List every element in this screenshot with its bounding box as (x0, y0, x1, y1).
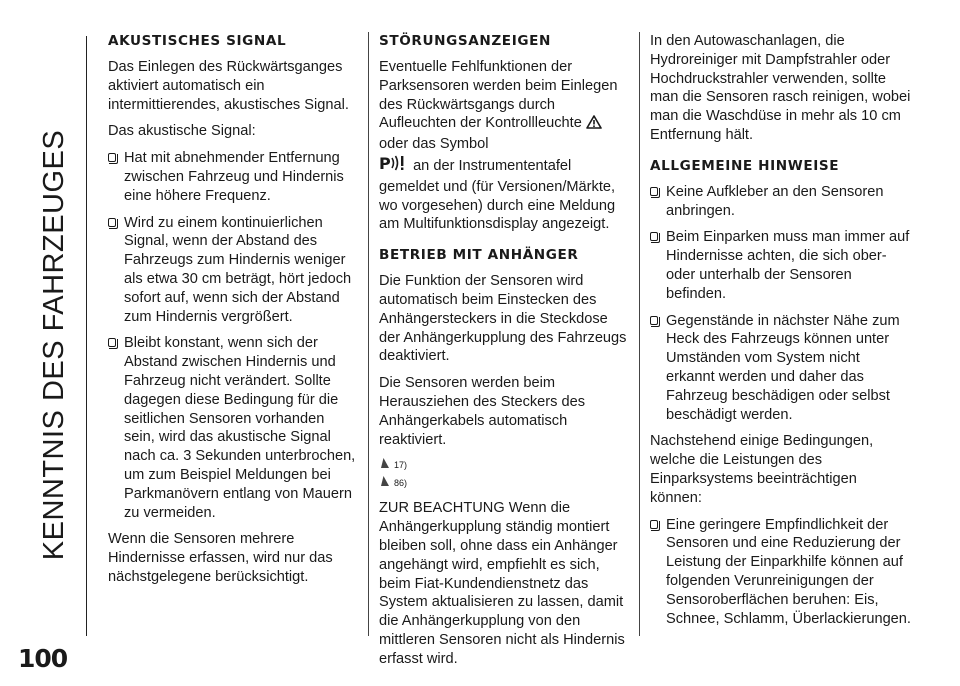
paragraph-note: ZUR BEACHTUNG Wenn die Anhängerkupplung ständig montiert bleiben soll, ohne dass ein Anhänger angehängt wird, empfiehlt es sich, beim Fiat-Kundendienstnetz das System aktualisieren zu lassen, damit die Anhängerkupplung von den mittleren Sensoren nicht als Hindernis erfasst wird. (379, 500, 625, 667)
column-1 (108, 32, 356, 595)
reference-item: 86) (379, 475, 631, 491)
page-number: 100 (18, 644, 68, 673)
paragraph-fault-indicators: Eventuelle Fehlfunktionen der Parksensoren werden beim Einlegen des Rückwärtsgangs durch Aufleuchten der Kontrollleuchte oder das Symbol P an der Instrumententafel gemeldet und (für Versionen/Märkte, wo vorgesehen) durch eine Meldung am Multifunktionsdisplay angezeigt. (379, 59, 618, 233)
reference-arrow-icon (379, 475, 391, 491)
list-item: Hat mit abnehmender Entfernung zwischen Fahrzeug und Hindernis eine höhere Frequenz. (108, 149, 356, 205)
heading-allgemeine-hinweise: ALLGEMEINE HINWEISE (650, 157, 840, 174)
paragraph: In den Autowaschanlagen, die Hydroreiniger mit Dampfstrahler oder Hochdruckstrahler verwenden, sollte man die Sensoren rasch reinigen, wobei man die Waschdüse in mehr als 10 cm Entfernung hält. (650, 33, 911, 143)
list-item: Keine Aufkleber an den Sensoren anbringen. (650, 183, 912, 221)
column-divider (368, 32, 369, 636)
list-item: Eine geringere Empfindlichkeit der Sensoren und eine Reduzierung der Leistung der Einparkhilfe können auf folgenden Verunreinigungen der Sensoroberflächen beruhen: Eis, Schnee, Schlamm, Überlackierungen. (650, 516, 912, 629)
heading-akustisches-signal: AKUSTISCHES SIGNAL (108, 33, 287, 49)
bullet-list (108, 149, 356, 522)
reference-arrow-icon (379, 457, 391, 473)
column-3 (650, 32, 912, 636)
checkbox-bullet-icon (108, 218, 116, 227)
checkbox-bullet-icon (650, 232, 658, 241)
park-sensor-fault-icon (379, 154, 409, 178)
column-2 (379, 32, 631, 677)
paragraph: Die Funktion der Sensoren wird automatisch beim Einstecken des Anhängersteckers in die Steckdose der Anhängerkupplung des Fahrzeugs deaktiviert. (379, 273, 627, 365)
paragraph: Die Sensoren werden beim Herausziehen des Steckers des Anhängerkabels automatisch reaktiviert. (379, 375, 586, 448)
side-divider (86, 36, 87, 636)
warning-triangle-icon (586, 115, 602, 135)
chapter-side-title: KENNTNIS DES FAHRZEUGES (38, 129, 70, 561)
paragraph: Nachstehend einige Bedingungen, welche die Leistungen des Einparksystems beeinträchtigen können: (650, 433, 874, 506)
column-divider (639, 32, 640, 636)
list-item: Beim Einparken muss man immer auf Hindernisse achten, die sich ober- oder unterhalb der Sensoren befinden. (650, 228, 912, 303)
checkbox-bullet-icon (650, 520, 658, 529)
checkbox-bullet-icon (108, 338, 116, 347)
list-item: Wird zu einem kontinuierlichen Signal, wenn der Abstand des Fahrzeugs zum Hindernis weniger als etwa 30 cm beträgt, hört jedoch sofort auf, wenn sich der Abstand zum Hindernis vergrößert. (108, 214, 356, 327)
heading-stoerungsanzeigen: STÖRUNGSANZEIGEN (379, 33, 551, 49)
svg-text:P: P (379, 153, 391, 172)
bullet-list (650, 516, 912, 629)
bullet-list (650, 183, 912, 425)
list-item: Gegenstände in nächster Nähe zum Heck des Fahrzeugs können unter Umständen vom System nicht erkannt werden und daher das Fahrzeug beschädigen oder selbst beschädigt werden. (650, 312, 912, 425)
paragraph: Wenn die Sensoren mehrere Hindernisse erfassen, wird nur das nächstgelegene berücksichtigt. (108, 531, 333, 585)
reference-list (379, 457, 631, 491)
reference-item: 17) (379, 457, 631, 473)
heading-betrieb-mit-anhaenger: BETRIEB MIT ANHÄNGER (379, 247, 579, 264)
list-item: Bleibt konstant, wenn sich der Abstand zwischen Hindernis und Fahrzeug nicht verändert. Sollte dagegen diese Bedingung für die seitlichen Sensoren vorhanden sein, wird das akustische Signal nach ca. 3 Sekunden unterbrochen, um zum Beispiel Meldungen bei Parkmanövern entlang von Mauern zu vermeiden. (108, 334, 356, 522)
paragraph: Das akustische Signal: (108, 123, 256, 140)
paragraph: Das Einlegen des Rückwärtsganges aktiviert automatisch ein intermittierendes, akustisches Signal. (108, 59, 349, 113)
checkbox-bullet-icon (650, 187, 658, 196)
checkbox-bullet-icon (650, 316, 658, 325)
checkbox-bullet-icon (108, 153, 116, 162)
